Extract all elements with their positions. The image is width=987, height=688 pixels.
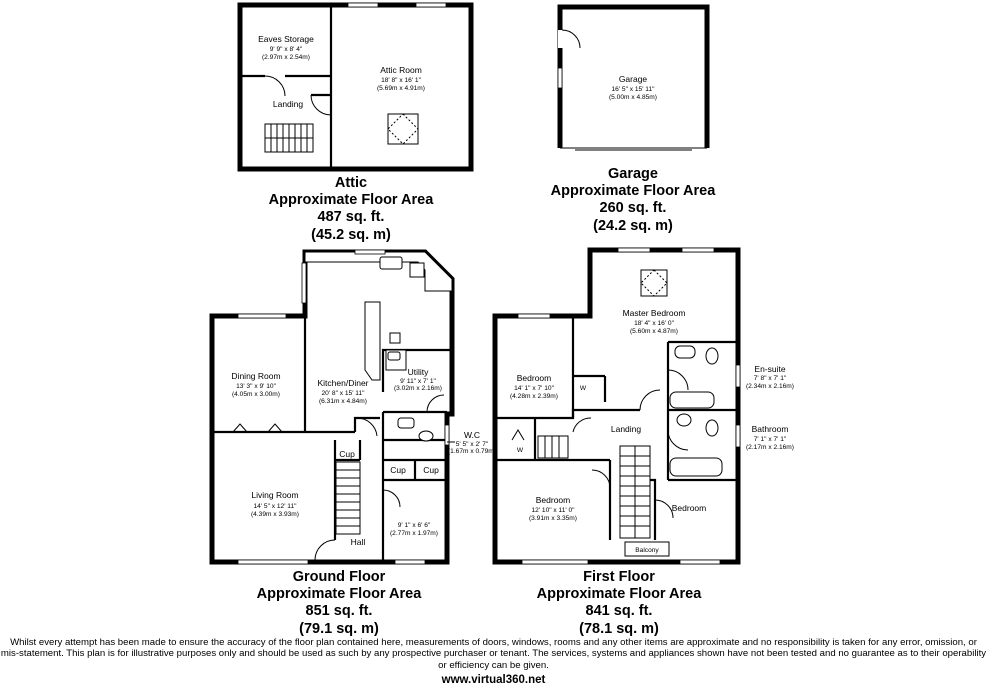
door-swing: [592, 470, 610, 488]
window: [395, 560, 425, 564]
window: [348, 3, 378, 7]
room-dimensions-metric: (1.67m x 0.79m): [447, 448, 497, 455]
window: [522, 560, 588, 564]
room-name: Kitchen/Diner: [317, 378, 369, 388]
internal-wall: [355, 418, 380, 432]
toilet-icon: [706, 348, 718, 364]
garage-plan: [558, 7, 707, 150]
window: [682, 248, 714, 252]
room-dimensions: 20' 8" x 15' 11": [321, 390, 365, 397]
door-swing: [427, 395, 444, 412]
svg-text:851 sq. ft.: 851 sq. ft.: [305, 603, 373, 619]
attic-stairs: [265, 124, 313, 152]
room-name: Living Room: [251, 490, 299, 500]
door-swing: [655, 500, 673, 518]
bath-icon: [670, 392, 714, 408]
room-dimensions-metric: (3.02m x 2.16m): [393, 385, 443, 392]
kitchen-worktop: [305, 252, 452, 291]
double-door: [268, 424, 282, 432]
ground-area-label: [257, 569, 423, 637]
room-dimensions-metric: (4.39m x 3.93m): [250, 511, 300, 518]
skylight-icon: [388, 114, 418, 144]
svg-text:(45.2 sq. m): (45.2 sq. m): [311, 227, 391, 243]
first-floor-plan: [495, 248, 794, 564]
room-dimensions-metric: (3.91m x 3.35m): [528, 515, 578, 522]
svg-text:841 sq. ft.: 841 sq. ft.: [585, 603, 653, 619]
ground-outer-wall: [212, 252, 452, 562]
basin-icon: [675, 346, 695, 358]
room-name: Hall: [350, 537, 366, 547]
window: [736, 365, 740, 387]
disclaimer: Whilst every attempt has been made to ensure the accuracy of the floor plan contained here, measurements of doors, windows, rooms and any other items are approximate and no responsibility is taken for any error, omission, or mis-statement. This plan is for illustrative purposes only and should be used as such by any prospective purchaser or tenant. The services, systems and appliances shown have not been tested and no guarantee as to their operability or efficiency can be given.: [0, 637, 987, 671]
svg-text:Approximate Floor Area: Approximate Floor Area: [256, 586, 422, 602]
room-dimensions: 13' 3" x 9' 10": [236, 383, 276, 390]
toilet-icon: [419, 431, 433, 441]
skylight-icon: [641, 270, 667, 296]
window: [558, 68, 562, 88]
window: [736, 425, 740, 447]
svg-text:Ground Floor: Ground Floor: [292, 569, 386, 585]
room-dimensions: 16' 5" x 15' 11": [611, 86, 655, 93]
svg-text:Approximate Floor Area: Approximate Floor Area: [536, 586, 702, 602]
cupboard-label: Cup: [339, 449, 355, 459]
svg-text:(78.1 sq. m): (78.1 sq. m): [579, 621, 659, 637]
room-name: W.C: [463, 430, 481, 440]
svg-text:Approximate Floor Area: Approximate Floor Area: [550, 183, 716, 199]
door-swing: [668, 370, 688, 390]
svg-text:487 sq. ft.: 487 sq. ft.: [317, 209, 385, 225]
wardrobe-label: W: [579, 385, 587, 392]
toilet-icon: [706, 420, 718, 436]
svg-text:(79.1 sq. m): (79.1 sq. m): [299, 621, 379, 637]
room-name: Garage: [618, 74, 648, 84]
sink-icon: [388, 352, 400, 360]
room-dimensions: 14' 1" x 7' 10": [514, 385, 554, 392]
wardrobe-door: [512, 430, 524, 440]
room-dimensions-metric: (2.17m x 2.16m): [745, 444, 795, 451]
ground-floor-plan: [212, 250, 496, 564]
internal-wall: [495, 410, 640, 418]
door-swing: [573, 418, 591, 432]
room-name: Bathroom: [751, 424, 789, 434]
kitchen-island: [365, 302, 380, 380]
double-door: [233, 424, 247, 432]
first-area-label: [537, 569, 703, 637]
ground-stairs: [336, 462, 360, 534]
room-dimensions-metric: (2.77m x 1.97m): [389, 530, 439, 537]
room-dimensions: 18' 8" x 16' 1": [381, 77, 421, 84]
room-dimensions: 12' 10" x 11' 0": [531, 507, 575, 514]
room-name: Dining Room: [231, 371, 281, 381]
room-dimensions-metric: (4.05m x 3.00m): [231, 391, 281, 398]
door-swing: [668, 430, 688, 450]
svg-text:Approximate Floor Area: Approximate Floor Area: [268, 192, 434, 208]
attic-plan: [240, 3, 471, 169]
room-dimensions: 14' 5" x 12' 11": [253, 503, 297, 510]
website-link[interactable]: www.virtual360.net: [441, 674, 546, 686]
window: [416, 3, 446, 7]
window: [355, 250, 385, 254]
cupboard-label: Cup: [423, 465, 439, 475]
room-name: Bedroom: [516, 373, 552, 383]
window: [680, 560, 720, 564]
garage-area-label: [551, 166, 717, 234]
cupboard-label: Cup: [390, 465, 406, 475]
room-name: Bedroom: [671, 503, 707, 513]
room-name: Master Bedroom: [622, 308, 686, 318]
hob-icon: [410, 263, 424, 277]
room-dimensions: 9' 1" x 6' 6": [397, 522, 431, 529]
room-name: Bedroom: [535, 495, 571, 505]
basin-icon: [398, 418, 414, 428]
room-name: En-suite: [754, 364, 786, 374]
door-swing: [265, 76, 285, 96]
svg-text:Garage: Garage: [608, 166, 658, 182]
door-swing: [383, 490, 400, 507]
bath-icon: [670, 458, 722, 476]
room-name: Attic Room: [380, 65, 422, 75]
wardrobe-label: W: [516, 447, 524, 454]
window: [238, 314, 286, 318]
door-swing: [311, 95, 331, 115]
room-dimensions-metric: (5.00m x 4.85m): [608, 94, 658, 101]
room-dimensions: 18' 4" x 16' 0": [634, 320, 674, 327]
svg-text:(24.2 sq. m): (24.2 sq. m): [593, 218, 673, 234]
appliance-icon: [390, 333, 400, 343]
window: [518, 314, 550, 318]
room-dimensions-metric: (4.28m x 2.39m): [509, 393, 559, 400]
door-swing: [315, 540, 335, 560]
window: [618, 248, 650, 252]
room-dimensions-metric: (5.69m x 4.91m): [376, 85, 426, 92]
room-dimensions: 9' 9" x 8' 4": [269, 46, 303, 53]
room-dimensions-metric: (2.34m x 2.16m): [745, 383, 795, 390]
room-name: Utility: [407, 367, 429, 377]
basin-icon: [677, 414, 691, 426]
door-swing: [640, 390, 660, 410]
room-dimensions: 7' 1" x 7' 1": [753, 436, 787, 443]
door-swing: [357, 418, 377, 436]
room-name: Landing: [610, 424, 642, 434]
room-dimensions-metric: (6.31m x 4.84m): [318, 398, 368, 405]
first-stairs: [535, 436, 650, 538]
room-name: Landing: [272, 99, 304, 109]
door-opening: [558, 30, 563, 48]
svg-text:Attic: Attic: [334, 175, 368, 191]
room-dimensions-metric: (2.97m x 2.54m): [261, 54, 311, 61]
room-dimensions: 7' 8" x 7' 1": [753, 375, 787, 382]
balcony-label: Balcony: [635, 547, 659, 554]
window: [238, 560, 308, 564]
svg-text:First Floor: First Floor: [583, 569, 655, 585]
sink-icon: [380, 257, 402, 269]
attic-area-label: [269, 175, 435, 243]
svg-text:260 sq. ft.: 260 sq. ft.: [599, 200, 667, 216]
room-name: Eaves Storage: [258, 34, 314, 44]
room-dimensions: 9' 11" x 7' 1": [400, 378, 436, 385]
door-swing: [562, 30, 580, 48]
window: [302, 263, 306, 303]
room-dimensions: 5' 5" x 2' 7": [455, 441, 489, 448]
room-dimensions-metric: (5.60m x 4.87m): [629, 328, 679, 335]
